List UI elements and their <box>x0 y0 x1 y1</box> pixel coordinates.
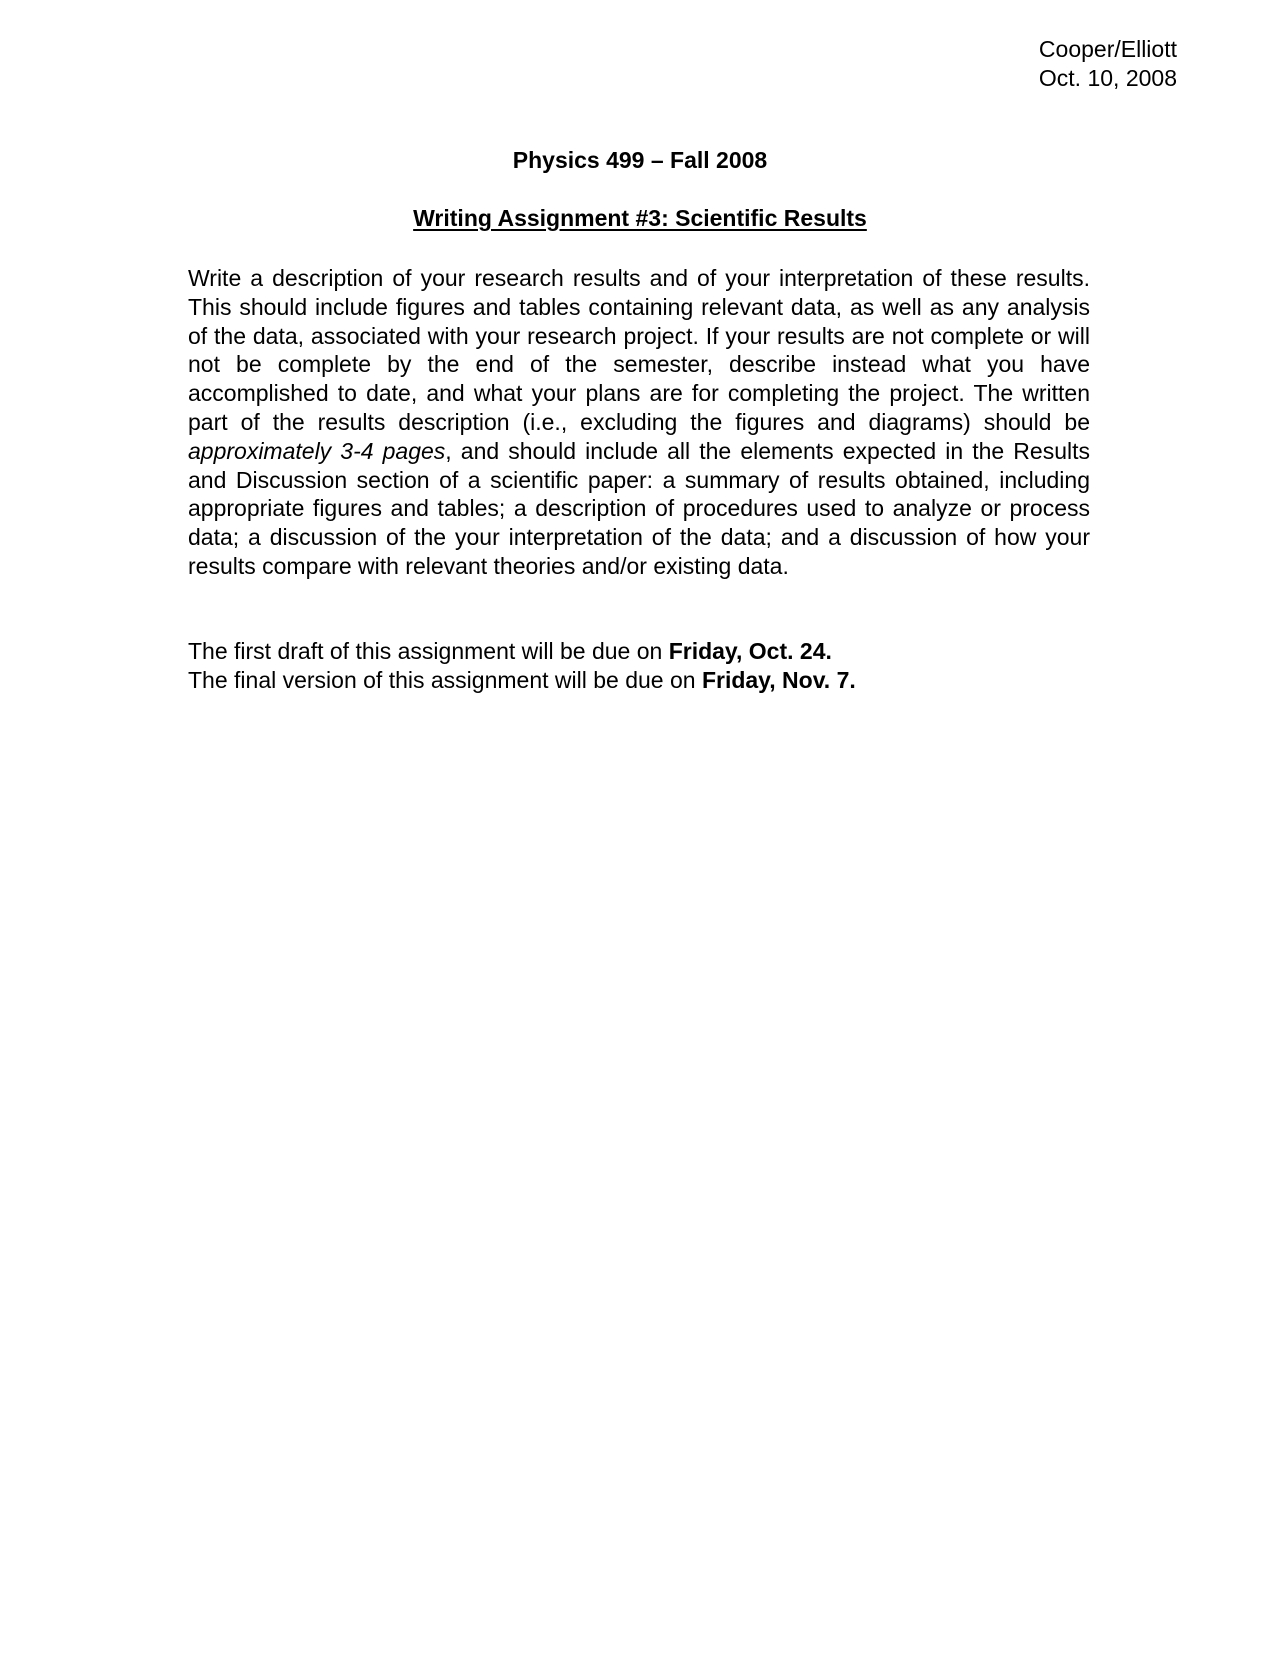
assignment-description <box>188 264 1090 581</box>
final-due-prefix: The final version of this assignment will be due on <box>188 667 702 693</box>
final-due-date: Friday, Nov. 7. <box>701 667 856 693</box>
draft-due-date: Friday, Oct. 24. <box>668 638 832 664</box>
assignment-title-text: Writing Assignment #3: Scientific Results <box>413 205 867 231</box>
description-part-2: , and should include all the elements expected in the Results and Discussion section of a scientific paper: a summary of results obtained, including appropriate figures and tables; a description of procedures used to analyze or process data; a discussion of the your interpretation of the data; and a discussion of how your results compare with relevant theories and/or existing data. <box>188 437 1090 579</box>
description-part-1: Write a description of your research results and of your interpretation of these results. This should include figures and tables containing relevant data, as well as any analysis of the data, associated with your research project. If your results are not complete or will not be complete by the end of the semester, describe instead what you have accomplished to date, and what your plans are for completing the project. The written part of the results description (i.e., excluding the figures and diagrams) should be <box>188 265 1090 435</box>
draft-due-line <box>188 637 1090 666</box>
document-header <box>1039 35 1177 93</box>
draft-due-prefix: The first draft of this assignment will be due on <box>188 638 669 664</box>
course-title <box>0 146 1280 175</box>
due-dates <box>188 637 1090 695</box>
document-date: Oct. 10, 2008 <box>1038 65 1177 91</box>
final-due-line <box>188 666 1090 695</box>
assignment-title <box>0 204 1280 233</box>
course-title-text: Physics 499 – Fall 2008 <box>512 147 768 173</box>
authors: Cooper/Elliott <box>1038 36 1177 62</box>
page-length-emphasis: approximately 3-4 pages <box>188 437 446 464</box>
